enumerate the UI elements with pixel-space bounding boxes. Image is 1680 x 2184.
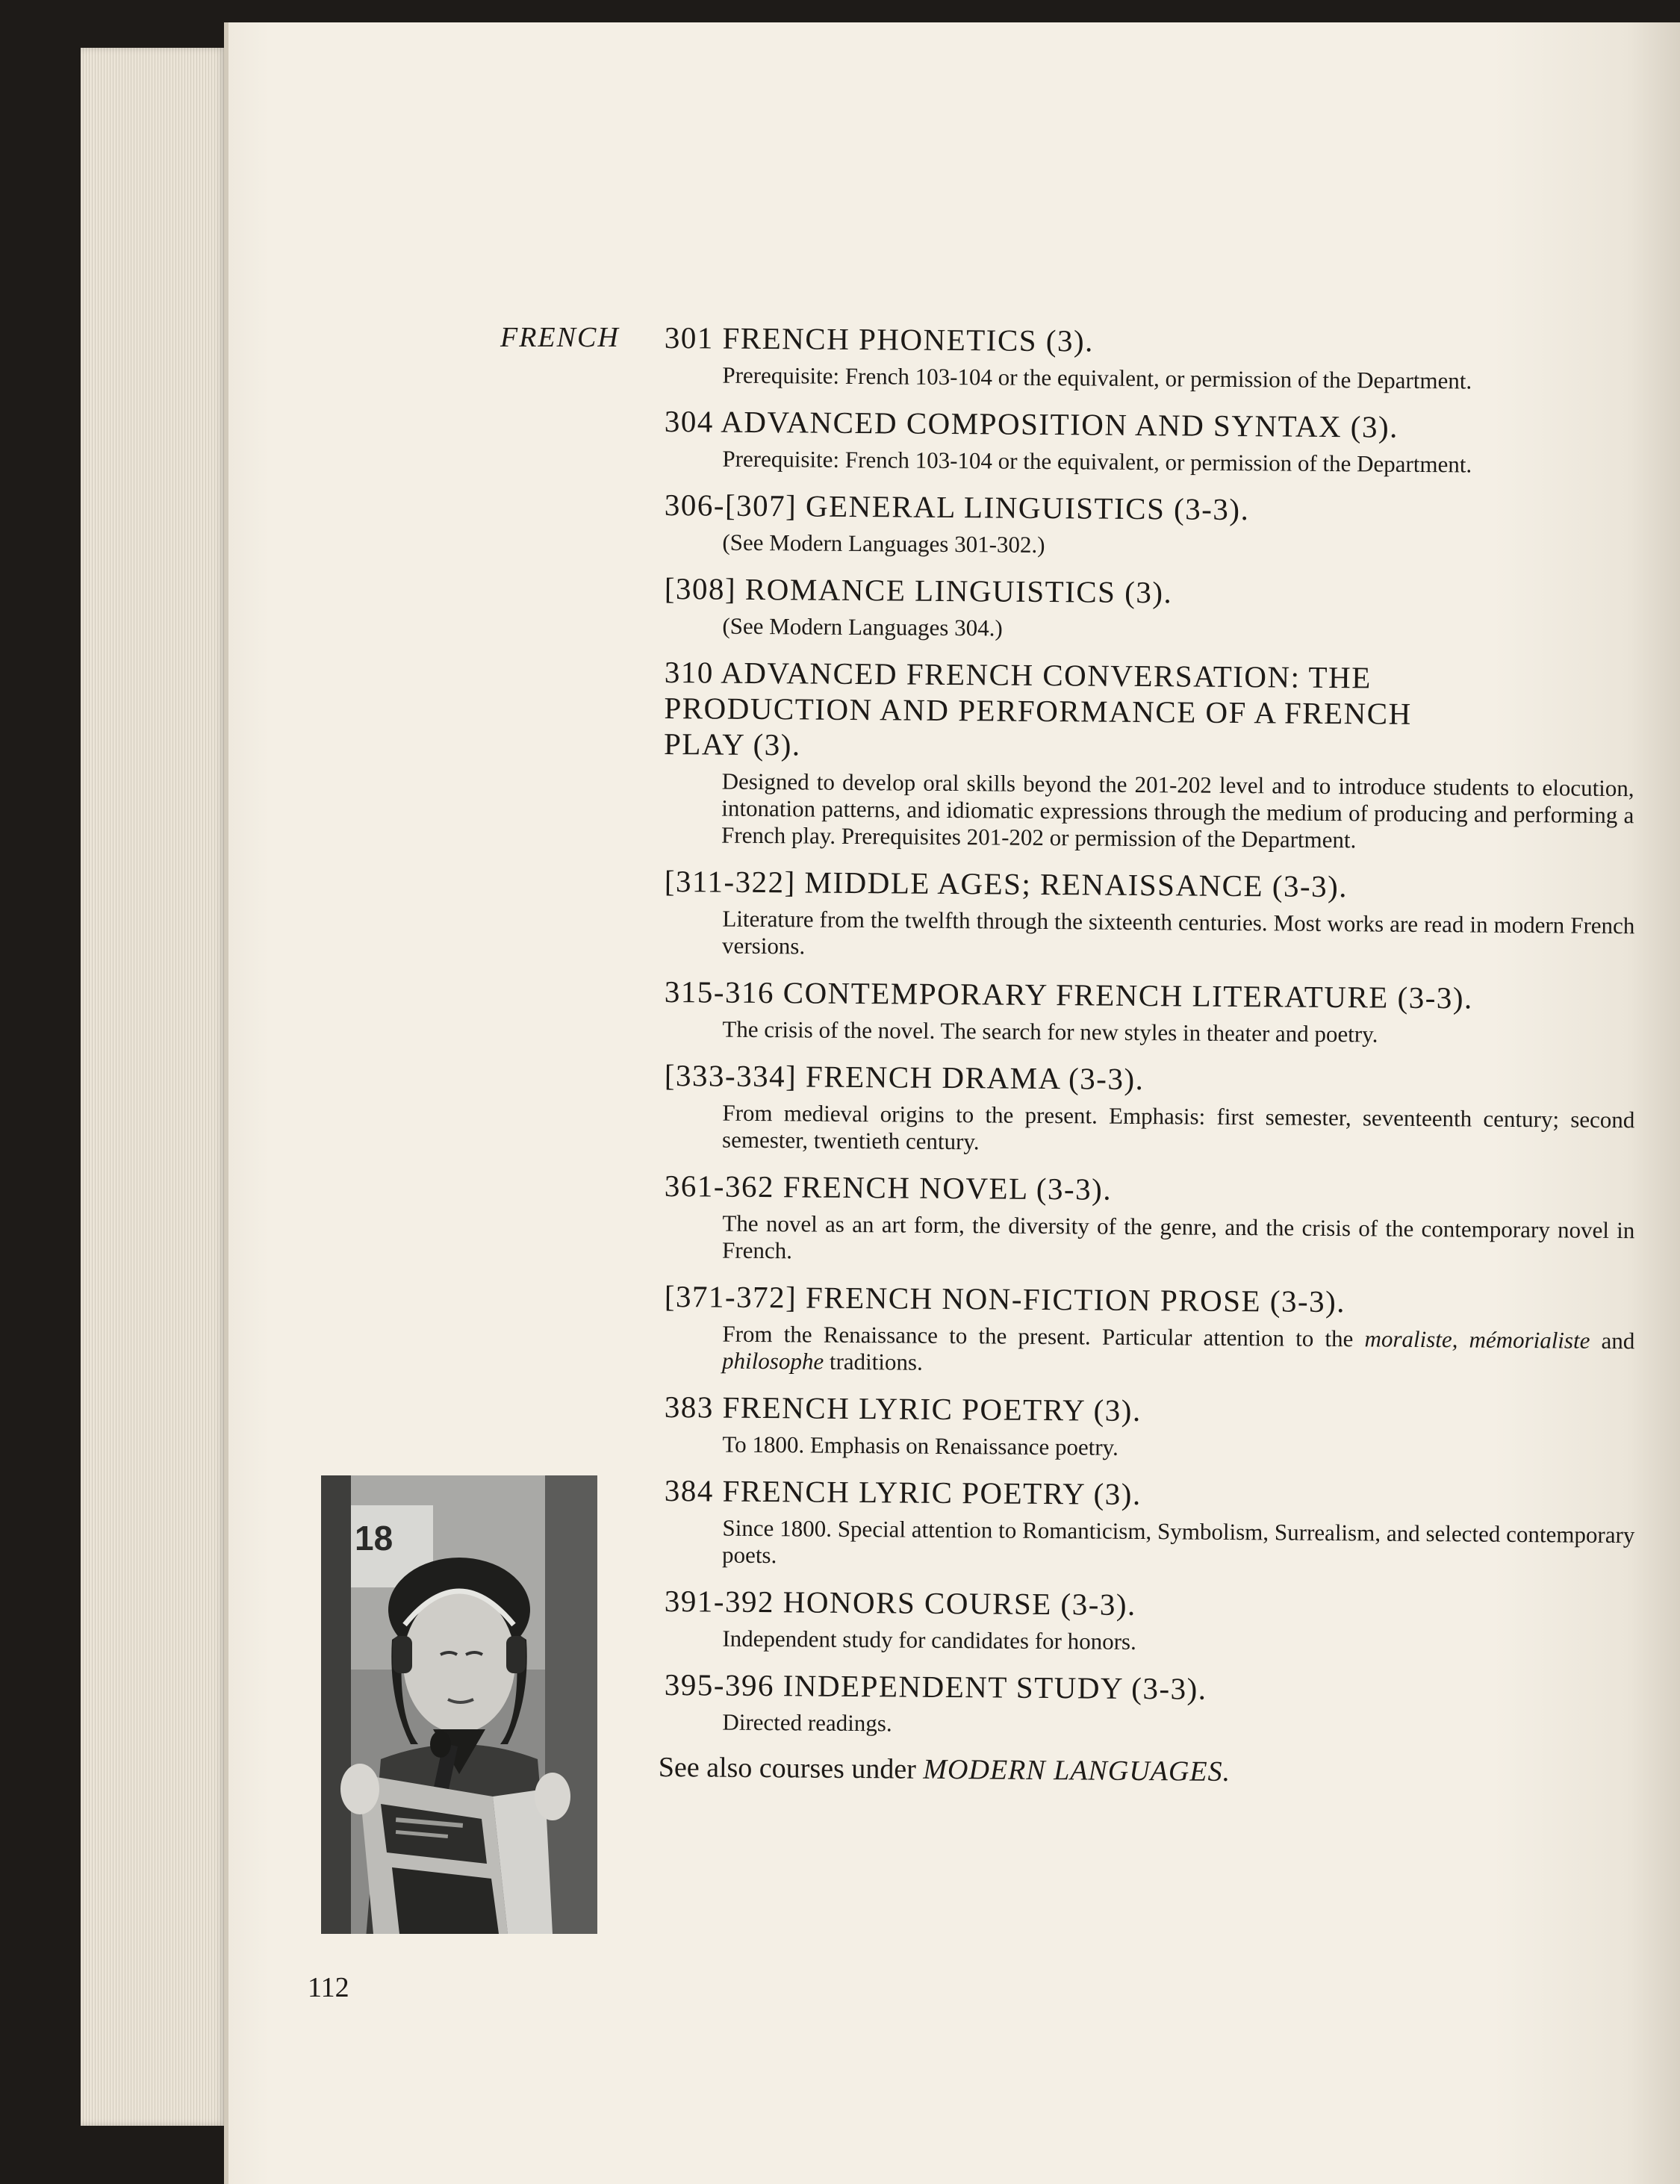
course-description [664, 1320, 1635, 1381]
description-text: traditions. [824, 1348, 923, 1375]
course-description: (See Modern Languages 301-302.) [722, 529, 1045, 559]
course-entry [664, 1278, 1635, 1381]
course-title: [371-372] FRENCH NON-FICTION PROSE (3-3). [664, 1279, 1346, 1319]
course-entry [664, 1389, 1635, 1465]
course-list [658, 320, 1635, 1788]
course-description: Since 1800. Special attention to Romanticism, Symbolism, Surrealism, and selected contemporary poets. [722, 1514, 1635, 1569]
course-description: Prerequisite: French 103-104 or the equivalent, or permission of the Department. [722, 361, 1472, 394]
course-title: 301 FRENCH PHONETICS (3). [664, 320, 1095, 358]
course-title: 304 ADVANCED COMPOSITION AND SYNTAX (3). [664, 404, 1399, 444]
booth-number-label: 18 [355, 1519, 393, 1558]
course-description: Directed readings. [722, 1708, 892, 1737]
student-with-headphones-photo [321, 1475, 597, 1934]
course-title: 310 ADVANCED FRENCH CONVERSATION: THE PRODUCTION AND PERFORMANCE OF A FRENCH PLAY (3). [663, 655, 1412, 762]
course-description: Designed to develop oral skills beyond the 201-202 level and to introduce students to elocution, intonation patterns, and idiomatic expressions through the medium of producing and performing a French play. Prerequisites 201-202 or permission of the Department. [721, 768, 1634, 853]
course-entry [664, 1583, 1635, 1659]
course-title: [333-334] FRENCH DRAMA (3-3). [664, 1058, 1145, 1097]
course-title: 391-392 HONORS COURSE (3-3). [664, 1584, 1136, 1622]
course-entry [664, 570, 1635, 647]
page-number: 112 [308, 1972, 349, 2003]
course-entry [664, 1667, 1635, 1743]
course-title: 383 FRENCH LYRIC POETRY (3). [664, 1390, 1142, 1428]
course-title: [308] ROMANCE LINGUISTICS (3). [664, 571, 1173, 610]
course-entry [663, 654, 1635, 856]
course-entry [664, 863, 1635, 966]
description-text: and [1590, 1327, 1635, 1354]
course-description: From medieval origins to the present. Emphasis: first semester, seventeenth century; second semester, twentieth century. [722, 1099, 1635, 1155]
course-description: The crisis of the novel. The search for new styles in theater and poetry. [722, 1015, 1378, 1048]
see-also-reference: MODERN LANGUAGES. [923, 1753, 1231, 1788]
description-text: From the Renaissance to the present. Particular attention to the [722, 1320, 1365, 1352]
section-heading: FRENCH [500, 322, 620, 353]
see-also-text: See also courses under [658, 1752, 924, 1785]
course-title: 306-[307] GENERAL LINGUISTICS (3-3). [664, 488, 1250, 527]
course-title: 395-396 INDEPENDENT STUDY (3-3). [664, 1667, 1207, 1706]
course-entry [664, 320, 1635, 396]
course-description: To 1800. Emphasis on Renaissance poetry. [722, 1431, 1119, 1460]
course-description: Literature from the twelfth through the sixteenth centuries. Most works are read in modern French versions. [722, 905, 1635, 959]
description-emphasis: philosophe [722, 1347, 824, 1375]
course-entry [664, 1057, 1635, 1160]
course-description: Prerequisite: French 103-104 or the equivalent, or permission of the Department. [722, 445, 1472, 478]
course-entry [664, 487, 1635, 563]
photo-illustration [321, 1475, 597, 1934]
course-entry [664, 1168, 1635, 1271]
description-emphasis: moraliste, mémorialiste [1364, 1325, 1590, 1354]
course-description: Independent study for candidates for honors. [722, 1625, 1136, 1655]
course-title: 384 FRENCH LYRIC POETRY (3). [664, 1473, 1142, 1512]
course-title: 361-362 FRENCH NOVEL (3-3). [664, 1169, 1113, 1207]
course-entry [664, 403, 1635, 479]
course-title: 315-316 CONTEMPORARY FRENCH LITERATURE (3-3). [664, 974, 1473, 1015]
course-entry [664, 974, 1635, 1050]
course-entry [664, 1472, 1635, 1575]
course-description: (See Modern Languages 304.) [722, 612, 1003, 641]
course-title: [311-322] MIDDLE AGES; RENAISSANCE (3-3). [664, 864, 1348, 904]
course-description: The novel as an art form, the diversity of the genre, and the crisis of the contemporary novel in French. [722, 1210, 1635, 1264]
page-edges-stack [81, 48, 226, 2126]
